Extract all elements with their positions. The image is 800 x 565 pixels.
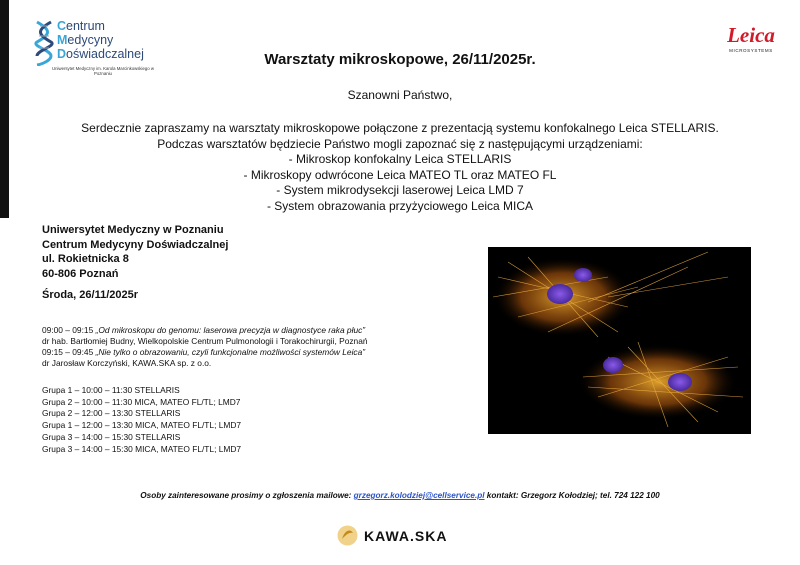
program-time: 09:00 – 09:15 [42, 325, 94, 335]
cmd-logo-line1: Centrum [57, 19, 105, 33]
group-schedule [42, 385, 241, 455]
group-slot: Grupa 3 – 14:00 – 15:30 STELLARIS [42, 431, 181, 442]
program-schedule [42, 325, 368, 369]
group-slot: Grupa 2 – 10:00 – 11:30 MICA, MATEO FL/TL; LMD7 [42, 396, 241, 407]
cmd-logo-subtitle: Uniwersytet Medyczny im. Karola Marcinkowskiego w Poznaniu [52, 66, 154, 76]
intro-text [0, 121, 800, 152]
kawaska-logo-word: KAWA.SKA [364, 528, 448, 544]
cmd-logo-line2: Medycyny [57, 33, 114, 47]
program-speaker: dr hab. Bartłomiej Budny, Wielkopolskie Centrum Pulmonologii i Torakochirurgii, Poznań [42, 336, 368, 346]
leica-logo-word: Leica [727, 23, 775, 47]
group-slot: Grupa 3 – 14:00 – 15:30 MICA, MATEO FL/TL; LMD7 [42, 443, 242, 454]
contact-line [0, 491, 800, 500]
device-item: - Mikroskopy odwrócone Leica MATEO TL oraz MATEO FL [243, 167, 557, 182]
event-date: Środa, 26/11/2025r [42, 289, 139, 301]
cmd-logo-line3: Doświadczalnej [57, 47, 144, 61]
leica-logo [722, 24, 780, 53]
contact-prefix: Osoby zainteresowane prosimy o zgłoszenia mailowe: [140, 491, 354, 500]
program-talk-title: „Od mikroskopu do genomu: laserowa precyzja w diagnostyce raka płuc” [95, 325, 366, 335]
device-list [0, 152, 800, 214]
leica-logo-tagline: MICROSYSTEMS [729, 48, 773, 53]
page-title: Warsztaty mikroskopowe, 26/11/2025r. [264, 51, 536, 68]
greeting: Szanowni Państwo, [347, 88, 453, 102]
intro-line-2: Podczas warsztatów będziecie Państwo mogli zapoznać się z następującymi urządzeniami: [157, 136, 643, 151]
device-item: - System mikrodysekcji laserowej Leica LMD 7 [276, 183, 524, 197]
address-line: 60-806 Poznań [42, 267, 119, 280]
group-slot: Grupa 1 – 12:00 – 13:30 MICA, MATEO FL/TL; LMD7 [42, 420, 242, 431]
group-slot: Grupa 2 – 12:00 – 13:30 STELLARIS [42, 408, 181, 419]
address-line: Centrum Medycyny Doświadczalnej [42, 238, 229, 251]
contact-suffix: kontakt: Grzegorz Kołodziej; tel. 724 122 100 [484, 491, 660, 500]
group-slot: Grupa 1 – 10:00 – 11:30 STELLARIS [42, 385, 180, 395]
venue-address [42, 223, 228, 281]
device-item: - System obrazowania przyżyciowego Leica MICA [266, 198, 534, 213]
device-item: - Mikroskop konfokalny Leica STELLARIS [288, 152, 512, 166]
program-item [42, 347, 368, 358]
fluorescence-micrograph [488, 247, 751, 434]
address-line: Uniwersytet Medyczny w Poznaniu [42, 224, 224, 236]
intro-line-1: Serdecznie zapraszamy na warsztaty mikroskopowe połączone z prezentacją systemu konfokalnego Leica STELLARIS. [81, 121, 719, 135]
program-item [42, 325, 368, 336]
program-speaker: dr Jarosław Korczyński, KAWA.SKA sp. z o.o. [42, 358, 212, 368]
program-time: 09:15 – 09:45 [42, 347, 94, 357]
cmd-logo [33, 18, 173, 82]
cell-image [488, 247, 751, 434]
contact-email-link[interactable]: grzegorz.kolodziej@cellservice.pl [353, 491, 485, 500]
program-talk-title: „Nie tylko o obrazowaniu, czyli funkcjonalne możliwości systemów Leica” [95, 347, 366, 357]
kawaska-mark-icon [337, 525, 358, 546]
address-line: ul. Rokietnicka 8 [42, 253, 129, 265]
